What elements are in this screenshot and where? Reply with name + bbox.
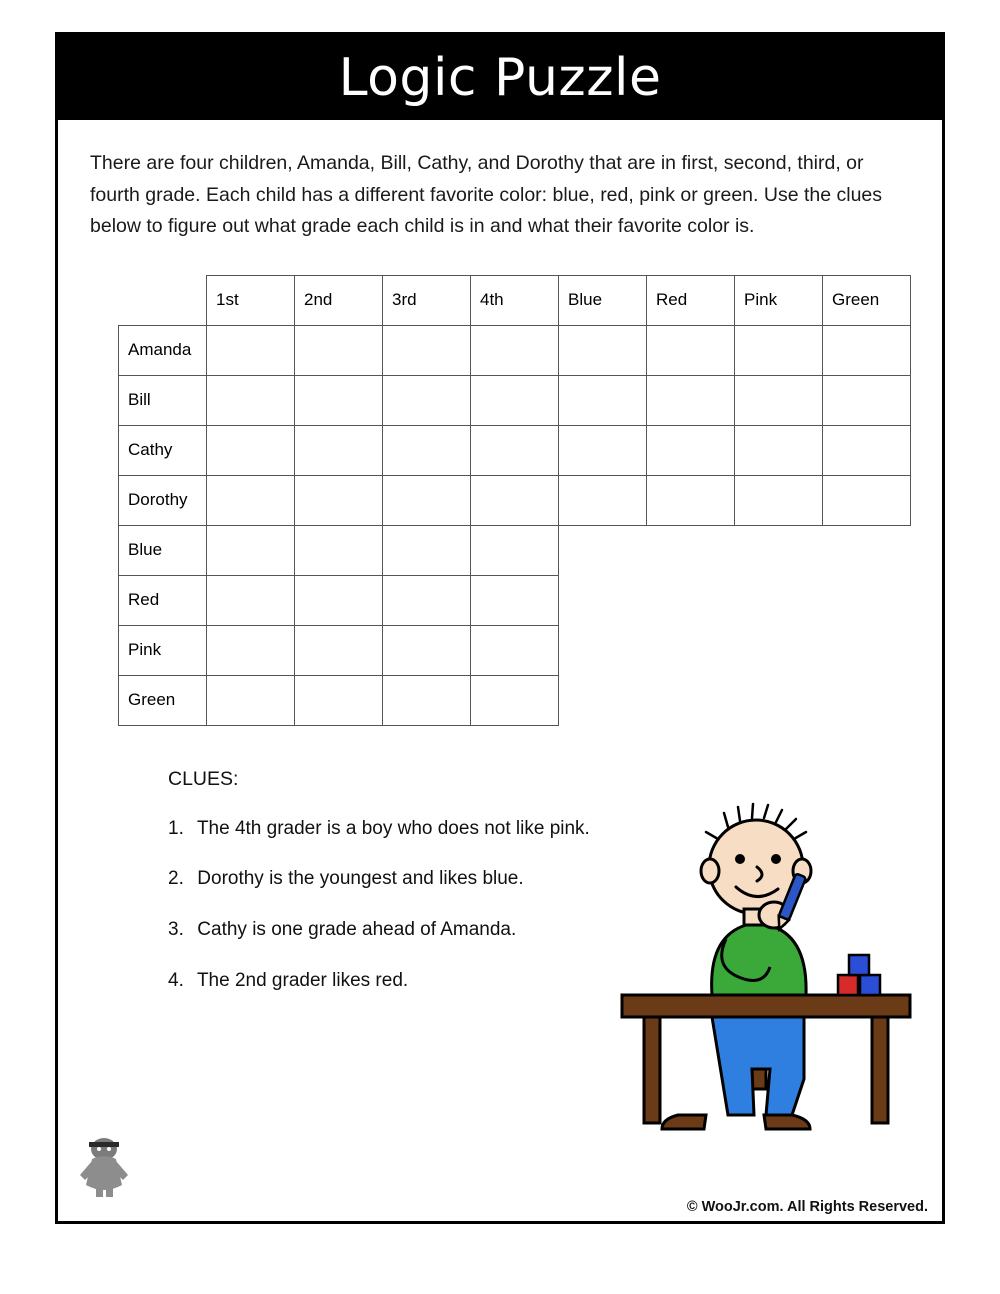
grid-cell[interactable] bbox=[383, 675, 471, 725]
column-header: 3rd bbox=[383, 275, 471, 325]
clue-number: 3. bbox=[168, 919, 184, 941]
grid-cell[interactable] bbox=[207, 425, 295, 475]
grid-cell[interactable] bbox=[735, 475, 823, 525]
column-header: 1st bbox=[207, 275, 295, 325]
grid-cell[interactable] bbox=[559, 425, 647, 475]
grid-cell[interactable] bbox=[295, 575, 383, 625]
row-header: Pink bbox=[119, 625, 207, 675]
row-header: Dorothy bbox=[119, 475, 207, 525]
row-header: Green bbox=[119, 675, 207, 725]
grid-spacer bbox=[823, 675, 911, 725]
grid-cell[interactable] bbox=[383, 325, 471, 375]
table-row bbox=[119, 425, 911, 475]
grid-cell[interactable] bbox=[207, 625, 295, 675]
grid-cell[interactable] bbox=[735, 425, 823, 475]
grid-cell[interactable] bbox=[823, 325, 911, 375]
grid-cell[interactable] bbox=[383, 525, 471, 575]
grid-cell[interactable] bbox=[471, 625, 559, 675]
copyright-notice: © WooJr.com. All Rights Reserved. bbox=[686, 1199, 928, 1215]
grid-cell[interactable] bbox=[383, 425, 471, 475]
grid-cell[interactable] bbox=[823, 475, 911, 525]
grid-cell[interactable] bbox=[207, 375, 295, 425]
grid-cell[interactable] bbox=[295, 625, 383, 675]
column-header: Pink bbox=[735, 275, 823, 325]
grid-spacer bbox=[735, 675, 823, 725]
grid-cell[interactable] bbox=[823, 425, 911, 475]
grid-cell[interactable] bbox=[207, 575, 295, 625]
table-row bbox=[119, 475, 911, 525]
grid-cell[interactable] bbox=[471, 375, 559, 425]
grid-spacer bbox=[823, 525, 911, 575]
grid-cell[interactable] bbox=[471, 425, 559, 475]
column-header: Red bbox=[647, 275, 735, 325]
grid-spacer bbox=[559, 525, 647, 575]
grid-cell[interactable] bbox=[471, 675, 559, 725]
worksheet-page bbox=[55, 32, 945, 1224]
grid-cell[interactable] bbox=[207, 675, 295, 725]
grid-spacer bbox=[647, 525, 735, 575]
grid-cell[interactable] bbox=[295, 675, 383, 725]
grid-cell[interactable] bbox=[559, 475, 647, 525]
clue-text: Cathy is one grade ahead of Amanda. bbox=[197, 919, 517, 941]
grid-cell[interactable] bbox=[295, 375, 383, 425]
grid-spacer bbox=[647, 625, 735, 675]
woojr-mascot-icon bbox=[76, 1133, 132, 1199]
column-header: 2nd bbox=[295, 275, 383, 325]
grid-cell[interactable] bbox=[471, 325, 559, 375]
grid-cell[interactable] bbox=[383, 375, 471, 425]
title-bar bbox=[58, 35, 942, 120]
grid-cell[interactable] bbox=[647, 475, 735, 525]
grid-cell[interactable] bbox=[207, 475, 295, 525]
clue-number: 1. bbox=[168, 817, 184, 839]
row-header: Bill bbox=[119, 375, 207, 425]
row-header: Amanda bbox=[119, 325, 207, 375]
grid-cell[interactable] bbox=[471, 475, 559, 525]
row-header: Red bbox=[119, 575, 207, 625]
page-title: Logic Puzzle bbox=[338, 47, 662, 108]
grid-cell[interactable] bbox=[735, 325, 823, 375]
grid-cell[interactable] bbox=[383, 575, 471, 625]
grid-cell[interactable] bbox=[295, 475, 383, 525]
grid-cell[interactable] bbox=[383, 625, 471, 675]
grid-cell[interactable] bbox=[383, 475, 471, 525]
logic-grid bbox=[118, 275, 942, 726]
column-header: Green bbox=[823, 275, 911, 325]
clue-number: 2. bbox=[168, 868, 184, 890]
column-header: Blue bbox=[559, 275, 647, 325]
grid-spacer bbox=[735, 575, 823, 625]
grid-cell[interactable] bbox=[559, 325, 647, 375]
grid-corner bbox=[119, 275, 207, 325]
grid-cell[interactable] bbox=[647, 375, 735, 425]
row-header: Cathy bbox=[119, 425, 207, 475]
grid-cell[interactable] bbox=[471, 525, 559, 575]
clue-text: The 2nd grader likes red. bbox=[196, 969, 409, 991]
grid-cell[interactable] bbox=[295, 425, 383, 475]
grid-cell[interactable] bbox=[647, 325, 735, 375]
table-row bbox=[119, 575, 911, 625]
grid-spacer bbox=[823, 575, 911, 625]
clue-text: Dorothy is the youngest and likes blue. bbox=[197, 868, 524, 890]
intro-paragraph: There are four children, Amanda, Bill, Cathy, and Dorothy that are in first, second, third, or fourth grade. Each child has a different favorite color: blue, red, pink or green. Use the clues below to figure out what grade each child is in and what their favorite color is. bbox=[90, 152, 883, 238]
grid-cell[interactable] bbox=[207, 525, 295, 575]
grid-spacer bbox=[559, 625, 647, 675]
grid-cell[interactable] bbox=[647, 425, 735, 475]
grid-cell[interactable] bbox=[207, 325, 295, 375]
grid-spacer bbox=[647, 575, 735, 625]
column-header: 4th bbox=[471, 275, 559, 325]
table-row bbox=[119, 325, 911, 375]
grid-cell[interactable] bbox=[823, 375, 911, 425]
boy-at-desk-illustration bbox=[616, 799, 916, 1159]
grid-cell[interactable] bbox=[559, 375, 647, 425]
clue-text: The 4th grader is a boy who does not like pink. bbox=[196, 817, 590, 839]
table-header-row bbox=[119, 275, 911, 325]
grid-spacer bbox=[559, 675, 647, 725]
grid-spacer bbox=[735, 525, 823, 575]
table-row bbox=[119, 675, 911, 725]
grid-spacer bbox=[647, 675, 735, 725]
clue-number: 4. bbox=[168, 969, 184, 991]
grid-spacer bbox=[735, 625, 823, 675]
table-row bbox=[119, 375, 911, 425]
table-row bbox=[119, 525, 911, 575]
row-header: Blue bbox=[119, 525, 207, 575]
clues-heading: CLUES: bbox=[168, 767, 239, 790]
grid-spacer bbox=[559, 575, 647, 625]
table-row bbox=[119, 625, 911, 675]
grid-cell[interactable] bbox=[471, 575, 559, 625]
grid-cell[interactable] bbox=[295, 525, 383, 575]
grid-cell[interactable] bbox=[735, 375, 823, 425]
grid-spacer bbox=[823, 625, 911, 675]
grid-cell[interactable] bbox=[295, 325, 383, 375]
logic-grid-table bbox=[118, 275, 911, 726]
